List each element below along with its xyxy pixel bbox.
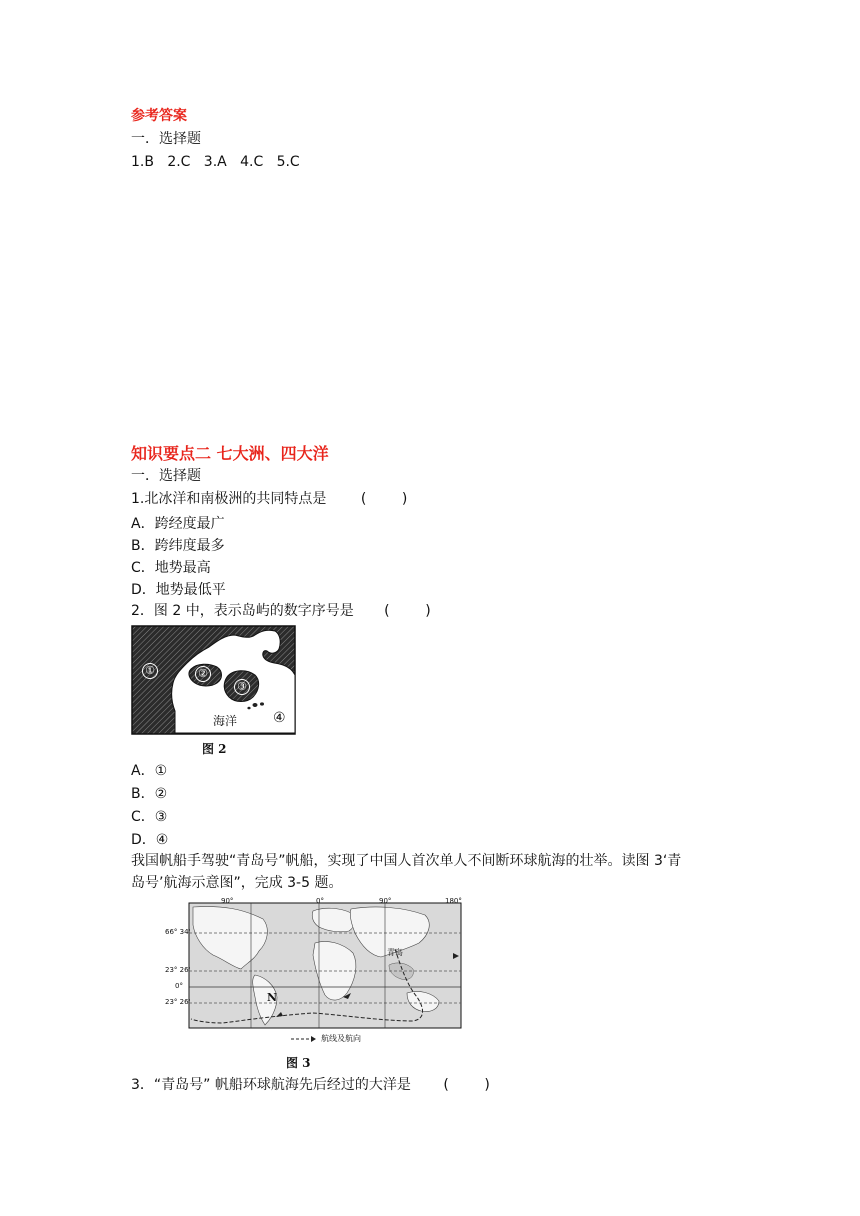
- answer-subheading: 一．选择题: [131, 131, 201, 147]
- figure-3-lon-label-90e: 90°: [379, 897, 392, 905]
- q3-stem: [131, 1076, 490, 1094]
- section-subheading: 一．选择题: [131, 468, 201, 484]
- q2-stem-text: 2．图 2 中，表示岛屿的数字序号是: [131, 603, 354, 619]
- q1-option-c: C．地势最高: [131, 560, 211, 576]
- q1-stem-text: 1.北冰洋和南极洲的共同特点是: [131, 491, 327, 507]
- q3-answer-bracket: ( ): [443, 1077, 490, 1093]
- q1-option-d: D．地势最低平: [131, 582, 226, 598]
- figure-2-label-3: ③: [234, 679, 250, 695]
- figure-3-caption: 图 3: [286, 1056, 311, 1070]
- figure-2-caption: 图 2: [202, 742, 227, 756]
- q2-stem: [131, 602, 431, 620]
- q2-option-b: B．②: [131, 786, 168, 802]
- section-heading: 知识要点二 七大洲、四大洋: [131, 444, 329, 463]
- q1-answer-bracket: ( ): [360, 491, 408, 507]
- figure-3-lon-label-0: 0°: [316, 897, 324, 905]
- q1-option-b: B．跨纬度最多: [131, 538, 225, 554]
- figure-2-label-4: ④: [273, 710, 286, 726]
- figure-2-label-1: ①: [142, 663, 158, 679]
- q1-stem: [131, 490, 407, 508]
- answer-heading: 参考答案: [131, 108, 187, 124]
- figure-3-lat-label-arctic: 66° 34': [165, 928, 191, 936]
- figure-3-lat-label-tropic-n: 23° 26': [165, 966, 191, 974]
- figure-2-label-2: ②: [195, 666, 211, 682]
- figure-3-lon-label-180: 180°: [445, 897, 462, 905]
- figure-3-lat-label-equator: 0°: [175, 982, 183, 990]
- figure-3-world-map: [163, 897, 463, 1045]
- q2-option-d: D．④: [131, 832, 169, 848]
- figure-3-place-label: 青岛: [387, 948, 403, 957]
- intro-line-1: 我国帆船手驾驶“青岛号”帆船，实现了中国人首次单人不间断环球航海的壮举。读图 3‘青: [131, 853, 682, 869]
- answer-list: 1.B 2.C 3.A 4.C 5.C: [131, 154, 300, 170]
- q2-answer-bracket: ( ): [384, 603, 431, 619]
- q2-option-a: A．①: [131, 763, 168, 779]
- figure-3-lon-label-90w: 90°: [221, 897, 234, 905]
- figure-2-island-map: [131, 625, 296, 735]
- figure-3-lat-label-tropic-s: 23° 26': [165, 998, 191, 1006]
- figure-3-legend-label: 航线及航向: [321, 1034, 361, 1043]
- figure-3-n-label: N: [267, 991, 278, 1004]
- figure-3-drawing: [163, 897, 463, 1045]
- q1-option-a: A．跨经度最广: [131, 516, 225, 532]
- q2-option-c: C．③: [131, 809, 168, 825]
- figure-2-sea-label: 海洋: [213, 714, 238, 728]
- intro-line-2: 岛号’航海示意图”，完成 3-5 题。: [131, 875, 343, 891]
- q3-stem-text: 3．“青岛号” 帆船环球航海先后经过的大洋是: [131, 1077, 411, 1093]
